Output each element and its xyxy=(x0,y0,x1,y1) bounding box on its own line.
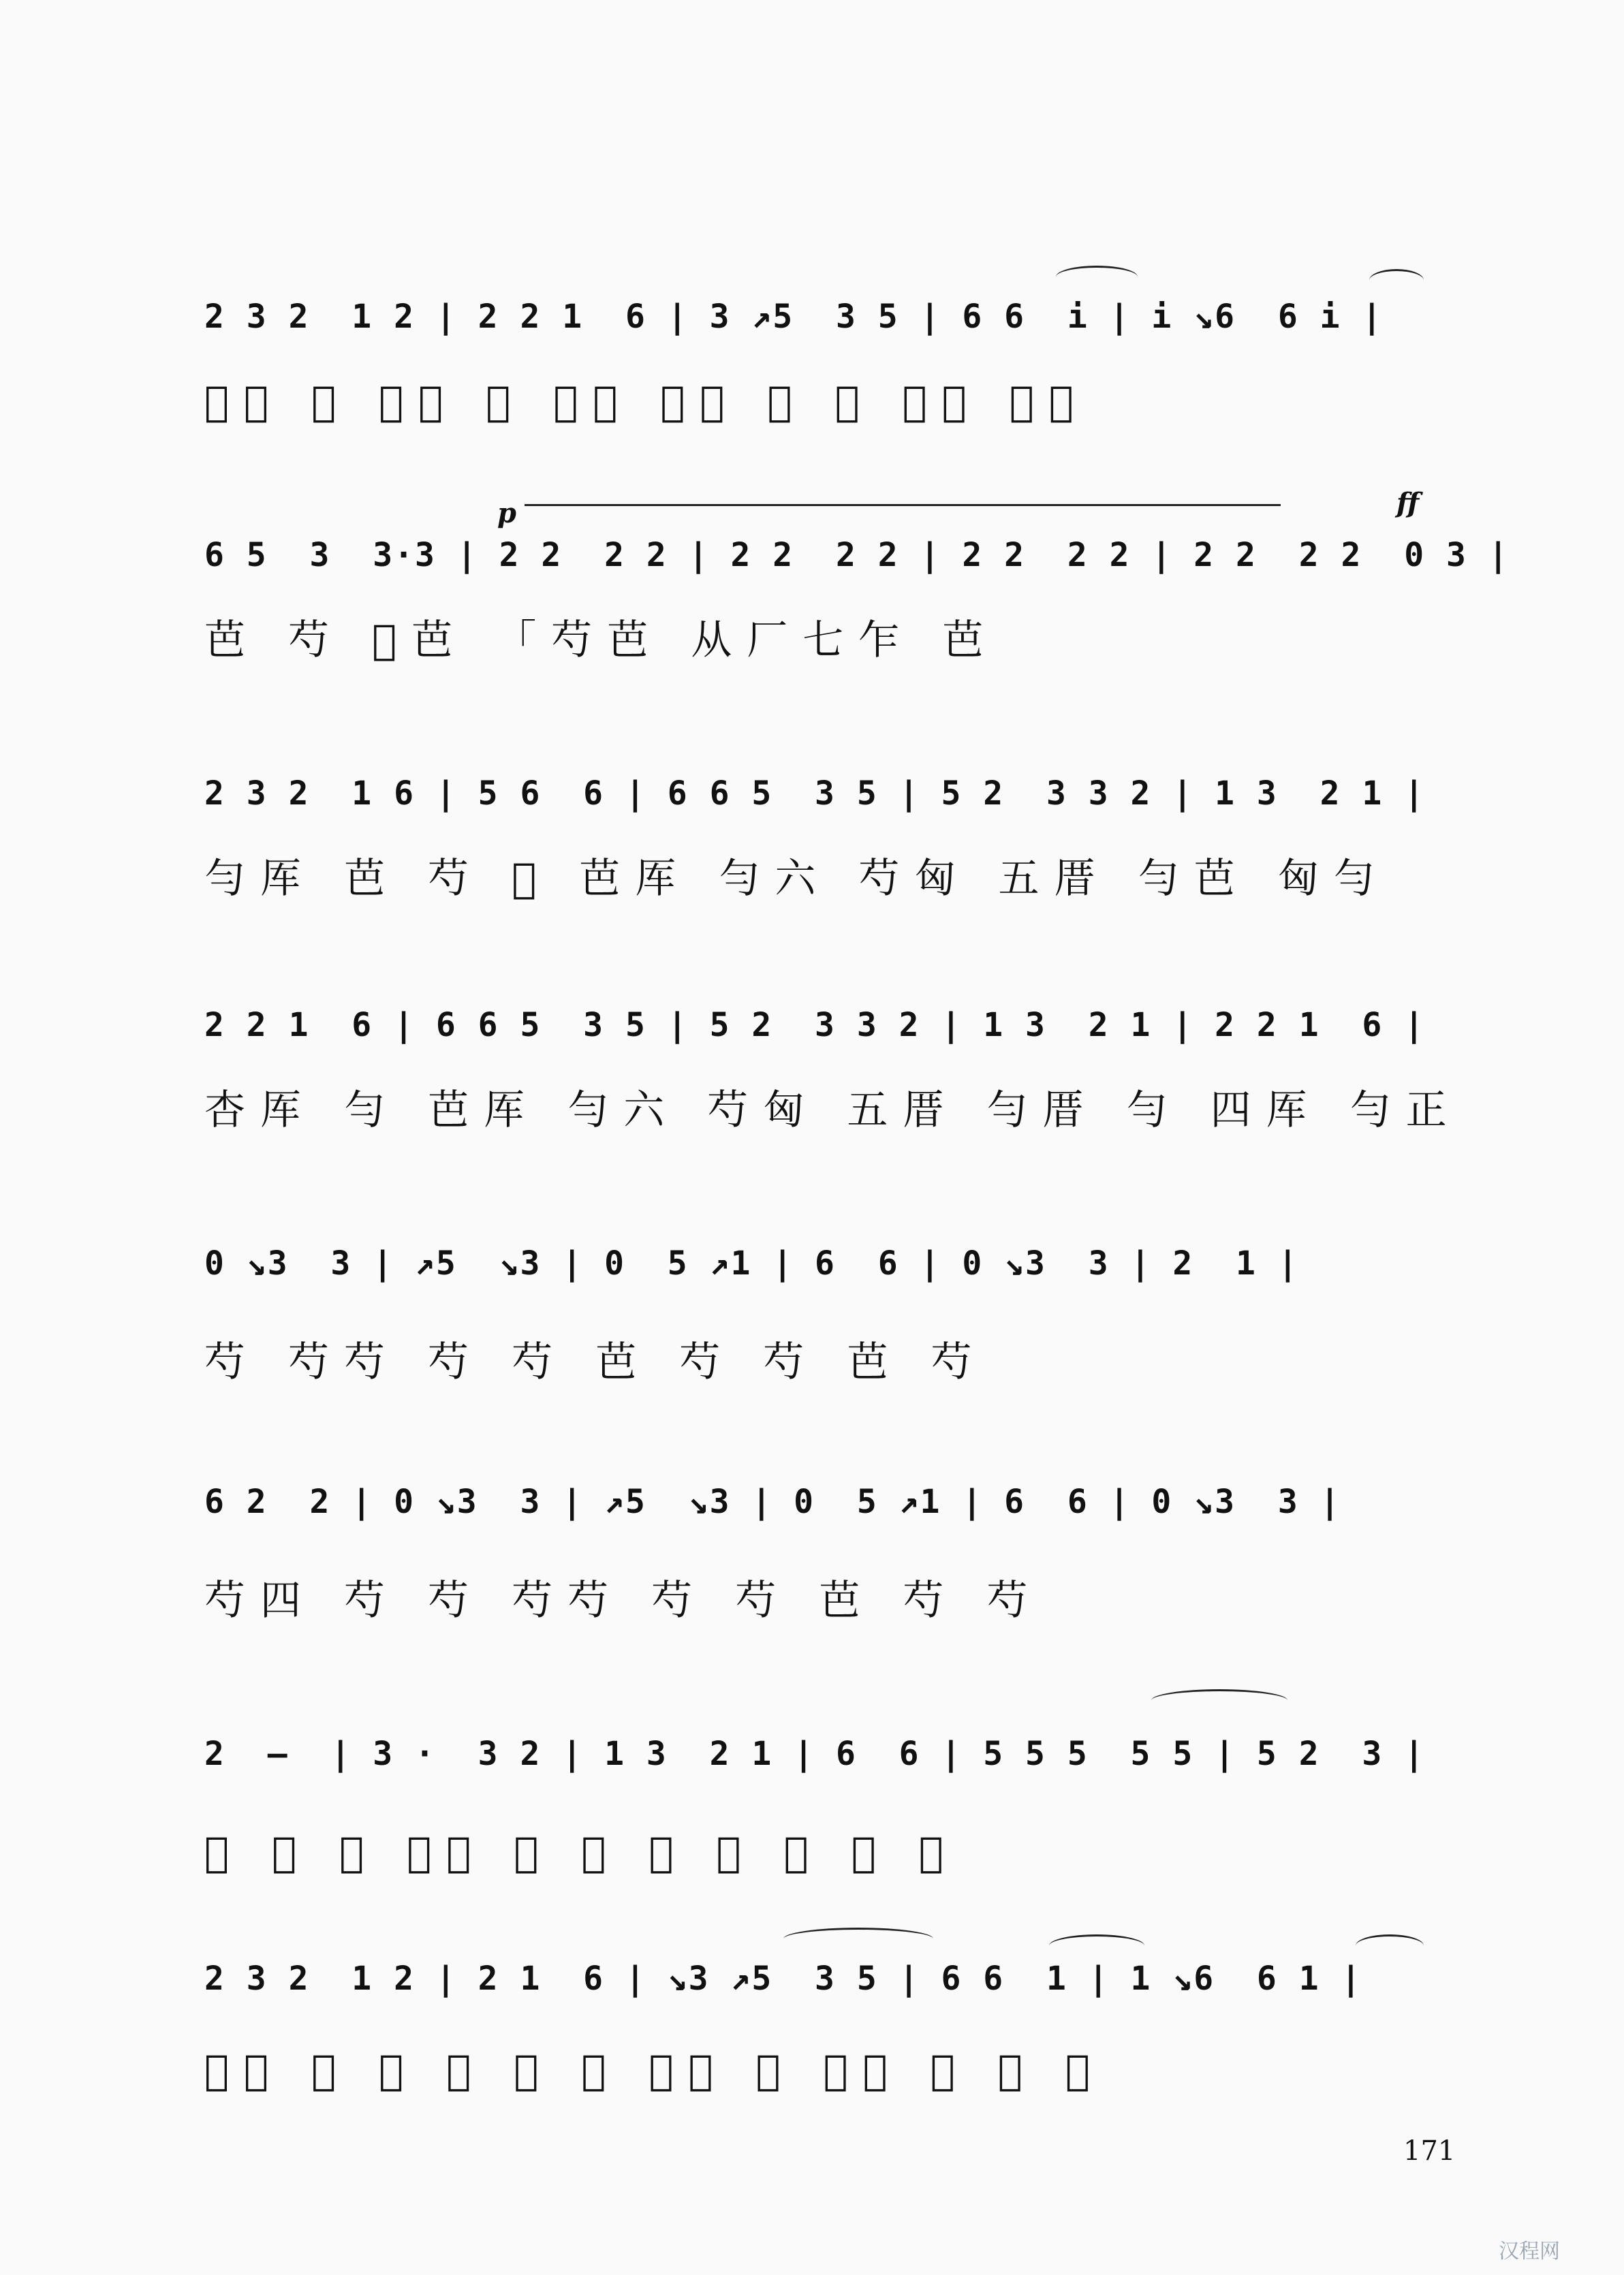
tablature-row-5: 芍 芍芍 芍 芍 芭 芍 芍 芭 芍 xyxy=(204,1338,987,1386)
crescendo-line xyxy=(525,504,1281,506)
notation-row-7: 2 — | 3 · 3 2 | 1 3 2 1 | 6 6 | 5 5 5 5 5 | 5 2 3 | xyxy=(204,1735,1426,1773)
notation-row-3: 2 3 2 1 6 | 5 6 6 | 6 6 5 3 5 | 5 2 3 3 2 | 1 3 2 1 | xyxy=(204,774,1426,813)
notation-row-2: 6 5 3 3·3 | 2 2 2 2 | 2 2 2 2 | 2 2 2 2 | 2 2 2 2 0 3 | xyxy=(204,536,1510,574)
tablature-row-2: 芭 芍 𬣟芭 「芍芭 从厂七乍 芭 xyxy=(204,616,999,664)
tablature-row-6: 芍四 芍 芍 芍芍 芍 芍 芭 芍 芍 xyxy=(204,1577,1043,1625)
tablature-row-1: 𬣟厍 巭 巙芭 芍 篸芭 良有 芫 苣 杢芢 杢亡 xyxy=(204,378,1089,426)
notation-row-5: 0 ↘3 3 | ↗5 ↘3 | 0 5 ↗1 | 6 6 | 0 ↘3 3 | 2 1 | xyxy=(204,1244,1299,1283)
notation-row-1: 2 3 2 1 2 | 2 2 1 6 | 3 ↗5 3 5 | 6 6 i | i ↘6 6 i | xyxy=(204,298,1384,336)
dynamic-p: p xyxy=(497,497,516,529)
tablature-row-7: 𬣟 𬣟 芦 勻厝 三 勻 乇 芺 芭 芍 𬣟 xyxy=(204,1829,958,1877)
watermark-logo: 汉程网 xyxy=(1499,2240,1560,2263)
tablature-row-3: 勻厍 芭 芍 𬣟 芭厍 勻六 芍匈 五厝 勻芭 匈勻 xyxy=(204,855,1390,903)
notation-row-4: 2 2 1 6 | 6 6 5 3 5 | 5 2 3 3 2 | 1 3 2 1 | 2 2 1 6 | xyxy=(204,1006,1426,1044)
tablature-row-4: 杏厍 勻 芭厍 勻六 芍匈 五厝 勻厝 勻 四厍 勻正 xyxy=(204,1086,1462,1134)
slur xyxy=(1056,266,1138,288)
tablature-row-8: 𬣟厍 芭 芭 芍 芍 芍 良有 芍 上六 芍 芍 匈 xyxy=(204,2047,1105,2094)
notation-row-6: 6 2 2 | 0 ↘3 3 | ↗5 ↘3 | 0 5 ↗1 | 6 6 | 0 ↘3 3 | xyxy=(204,1483,1341,1521)
notation-row-8: 2 3 2 1 2 | 2 1 6 | ↘3 ↗5 3 5 | 6 6 1 | 1 ↘6 6 1 | xyxy=(204,1960,1362,1998)
slur xyxy=(1151,1689,1287,1712)
page-number: 171 xyxy=(1403,2135,1456,2167)
slur xyxy=(1369,269,1424,292)
dynamic-ff: ff xyxy=(1396,487,1420,519)
